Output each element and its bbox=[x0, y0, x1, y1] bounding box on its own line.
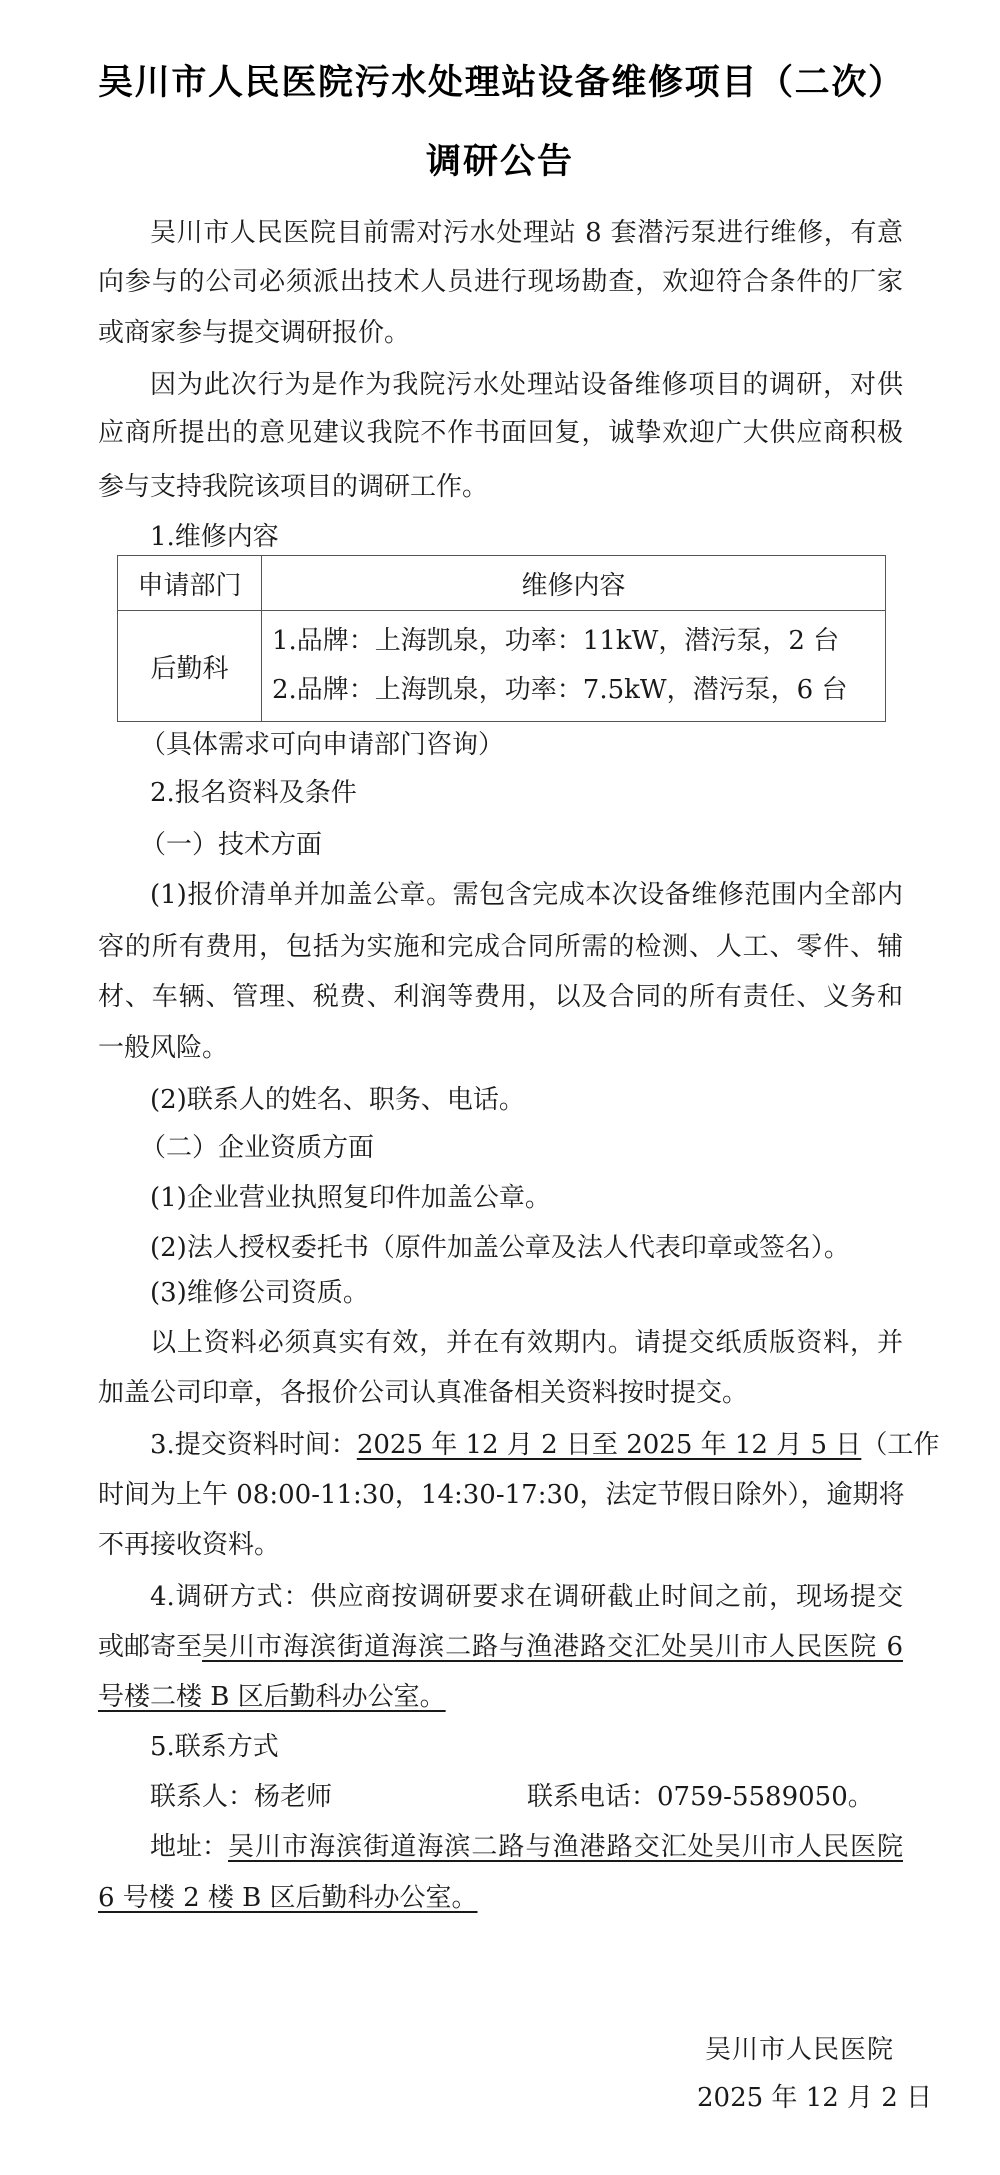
contact-address-text1: 吴川市海滨街道海滨二路与渔港路交汇处吴川市人民医院 bbox=[228, 1832, 903, 1862]
table-item-2: 2.品牌：上海凯泉，功率：7.5kW，潜污泵，6 台 bbox=[272, 675, 848, 705]
repair-content-table bbox=[117, 555, 886, 722]
submission-address-line2: 号楼二楼 B 区后勤科办公室。 bbox=[98, 1682, 446, 1712]
contact-phone: 联系电话：0759-5589050。 bbox=[527, 1782, 874, 1812]
table-header-content: 维修内容 bbox=[262, 556, 886, 611]
contact-address-text2: 6 号楼 2 楼 B 区后勤科办公室。 bbox=[98, 1883, 478, 1913]
contact-address-line1 bbox=[150, 1830, 903, 1864]
document-title-line1: 吴川市人民医院污水处理站设备维修项目（二次） bbox=[98, 62, 903, 103]
section4-prefix: 或邮寄至 bbox=[98, 1632, 203, 1662]
tech-item1-line4: 一般风险。 bbox=[98, 1033, 229, 1063]
section3-line3: 不再接收资料。 bbox=[98, 1530, 281, 1560]
address-label: 地址： bbox=[150, 1832, 229, 1862]
submission-address-line1: 吴川市海滨街道海滨二路与渔港路交汇处吴川市人民医院 6 bbox=[202, 1632, 903, 1662]
section3-line2: 时间为上午 08:00-11:30，14:30-17:30，法定节假日除外），逾期将 bbox=[98, 1480, 905, 1510]
table-header-row bbox=[118, 556, 886, 611]
qual-item1: (1)企业营业执照复印件加盖公章。 bbox=[150, 1183, 551, 1213]
section3-label: 3.提交资料时间： bbox=[150, 1430, 357, 1460]
tech-item1-line2: 容的所有费用，包括为实施和完成合同所需的检测、人工、零件、辅 bbox=[98, 932, 903, 962]
qual-heading: （二）企业资质方面 bbox=[140, 1133, 375, 1163]
intro-p1-line1: 吴川市人民医院目前需对污水处理站 8 套潜污泵进行维修，有意 bbox=[150, 218, 903, 248]
section1-note: （具体需求可向申请部门咨询） bbox=[140, 730, 505, 760]
tech-heading: （一）技术方面 bbox=[140, 830, 323, 860]
section1-heading: 1.维修内容 bbox=[150, 522, 279, 552]
closing-line2: 加盖公司印章，各报价公司认真准备相关资料按时提交。 bbox=[98, 1378, 749, 1408]
intro-p2-line3: 参与支持我院该项目的调研工作。 bbox=[98, 472, 489, 502]
signature-organization: 吴川市人民医院 bbox=[705, 2035, 895, 2065]
section3-after: （工作 bbox=[861, 1430, 940, 1460]
section3-line1 bbox=[150, 1428, 940, 1462]
contact-address-line2 bbox=[98, 1881, 903, 1915]
submission-period: 2025 年 12 月 2 日至 2025 年 12 月 5 日 bbox=[356, 1430, 862, 1460]
qual-item3: (3)维修公司资质。 bbox=[150, 1278, 369, 1308]
table-cell-department: 后勤科 bbox=[118, 611, 262, 722]
table-row bbox=[118, 611, 886, 722]
intro-p2-line1: 因为此次行为是作为我院污水处理站设备维修项目的调研，对供 bbox=[150, 370, 903, 400]
tech-item1-line1: (1)报价清单并加盖公章。需包含完成本次设备维修范围内全部内 bbox=[150, 880, 903, 910]
table-header-department: 申请部门 bbox=[118, 556, 262, 611]
section4-line1: 4.调研方式：供应商按调研要求在调研截止时间之前，现场提交 bbox=[150, 1582, 903, 1612]
contact-person: 联系人：杨老师 bbox=[150, 1782, 333, 1812]
intro-p1-line2: 向参与的公司必须派出技术人员进行现场勘查，欢迎符合条件的厂家 bbox=[98, 267, 903, 297]
intro-p1-line3: 或商家参与提交调研报价。 bbox=[98, 318, 411, 348]
table-cell-items bbox=[262, 611, 886, 722]
qual-item2: (2)法人授权委托书（原件加盖公章及法人代表印章或签名）。 bbox=[150, 1233, 850, 1263]
section4-line3 bbox=[98, 1680, 903, 1714]
document-title-line2: 调研公告 bbox=[425, 141, 574, 182]
signature-date: 2025 年 12 月 2 日 bbox=[697, 2083, 933, 2113]
closing-line1: 以上资料必须真实有效，并在有效期内。请提交纸质版资料，并 bbox=[150, 1328, 903, 1358]
table-item-1: 1.品牌：上海凯泉，功率：11kW，潜污泵，2 台 bbox=[272, 626, 840, 656]
tech-item2: (2)联系人的姓名、职务、电话。 bbox=[150, 1085, 525, 1115]
intro-p2-line2: 应商所提出的意见建议我院不作书面回复，诚挚欢迎广大供应商积极 bbox=[98, 418, 903, 448]
section2-heading: 2.报名资料及条件 bbox=[150, 778, 357, 808]
tech-item1-line3: 材、车辆、管理、税费、利润等费用，以及合同的所有责任、义务和 bbox=[98, 982, 903, 1012]
section4-line2 bbox=[98, 1630, 903, 1664]
section5-heading: 5.联系方式 bbox=[150, 1732, 279, 1762]
